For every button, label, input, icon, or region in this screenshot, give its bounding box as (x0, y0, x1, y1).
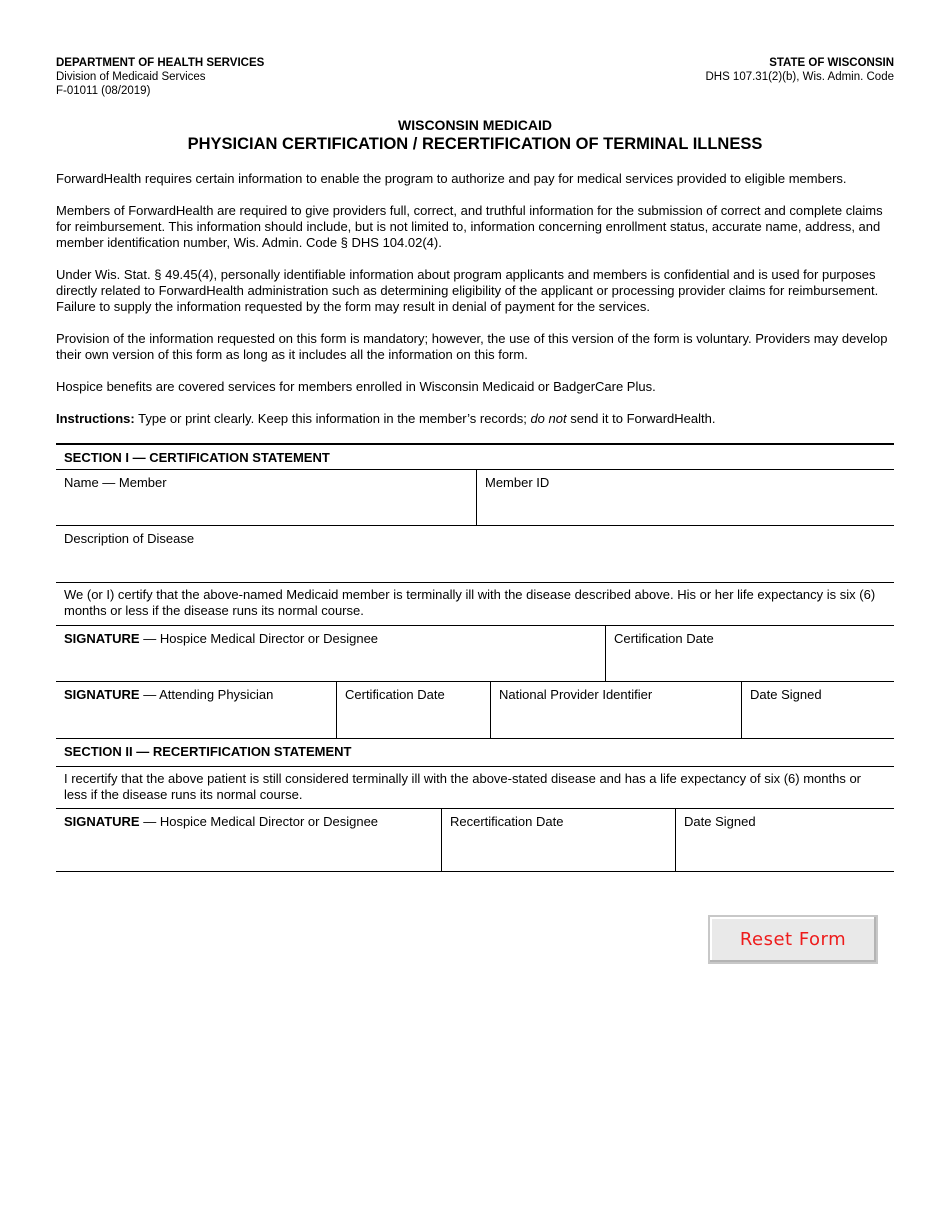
director-signature-row (56, 625, 894, 681)
date-signed-label: Date Signed (684, 814, 756, 829)
certification-date-label: Certification Date (614, 631, 714, 646)
recert-date-signed-field[interactable] (675, 809, 894, 871)
physician-certification-date-field[interactable] (336, 682, 490, 738)
intro-paragraph-5: Hospice benefits are covered services for members enrolled in Wisconsin Medicaid or BadgerCare Plus. (56, 379, 656, 394)
disease-row (56, 525, 894, 582)
recert-signature-row (56, 808, 894, 871)
section1-heading: SECTION I — CERTIFICATION STATEMENT (64, 450, 330, 465)
member-id-label: Member ID (485, 475, 550, 490)
form-page (56, 56, 894, 872)
certification-statement-row (56, 582, 894, 625)
department-name: DEPARTMENT OF HEALTH SERVICES (56, 57, 265, 69)
recertification-date-field[interactable] (441, 809, 675, 871)
member-name-label: Name — Member (64, 475, 167, 490)
recertification-statement-row (56, 766, 894, 808)
member-row (56, 469, 894, 525)
certification-statement: We (or I) certify that the above-named Medicaid member is terminally ill with the disease described above. His or her life expectancy is six (6) months or less if the disease runs its normal course. (64, 587, 876, 618)
member-id-field[interactable] (476, 470, 894, 525)
instructions-text-a: Type or print clearly. Keep this information in the member’s records; (134, 411, 531, 426)
instructions (56, 411, 894, 427)
intro-text (56, 171, 894, 427)
npi-label: National Provider Identifier (499, 687, 653, 702)
director-signature-field[interactable] (56, 626, 605, 681)
section2-header-row (56, 738, 894, 766)
instructions-label: Instructions: (56, 411, 135, 426)
section1-header-row (56, 445, 894, 469)
form-header (56, 56, 894, 98)
director-certification-date-field[interactable] (605, 626, 894, 681)
header-right (705, 56, 894, 98)
section2-heading: SECTION II — RECERTIFICATION STATEMENT (64, 744, 352, 759)
instructions-text-b: send it to ForwardHealth. (566, 411, 716, 426)
physician-signature-field[interactable] (56, 682, 336, 738)
npi-field[interactable] (490, 682, 741, 738)
instructions-emphasis: do not (530, 411, 567, 426)
reset-button-container (708, 915, 878, 964)
date-signed-label: Date Signed (750, 687, 822, 702)
program-name: WISCONSIN MEDICAID (398, 117, 552, 133)
disease-description-field[interactable] (56, 526, 894, 582)
signature-label: SIGNATURE (64, 814, 140, 829)
reset-form-button[interactable]: Reset Form (708, 915, 878, 964)
intro-paragraph-4: Provision of the information requested on this form is mandatory; however, the use of this version of the form is voluntary. Providers may develop their own version of this form as long as it includes all the information on this form. (56, 331, 888, 362)
signature-label: SIGNATURE (64, 631, 140, 646)
state-name: STATE OF WISCONSIN (769, 57, 894, 69)
intro-paragraph-3: Under Wis. Stat. § 49.45(4), personally identifiable information about program applicants and members is confidential and is used for purposes directly related to ForwardHealth administration such as determining eligibility of the applicant or processing provider claims for reimbursement. Failure to supply the information requested by the form may result in denial of payment for the services. (56, 267, 879, 314)
recertification-statement: I recertify that the above patient is still considered terminally ill with the above-stated disease and has a life expectancy of six (6) months or less if the disease runs its normal course. (64, 771, 862, 802)
form-number: F-01011 (08/2019) (56, 85, 151, 97)
director-signature-label: — Hospice Medical Director or Designee (139, 631, 379, 646)
admin-code: DHS 107.31(2)(b), Wis. Admin. Code (705, 71, 894, 83)
physician-date-signed-field[interactable] (741, 682, 894, 738)
certification-form (56, 443, 894, 872)
signature-label: SIGNATURE (64, 687, 140, 702)
certification-date-label: Certification Date (345, 687, 445, 702)
division-name: Division of Medicaid Services (56, 71, 206, 83)
form-title: PHYSICIAN CERTIFICATION / RECERTIFICATION OF TERMINAL ILLNESS (187, 135, 763, 153)
intro-paragraph-2: Members of ForwardHealth are required to give providers full, correct, and truthful information for the submission of correct and complete claims for reimbursement. This information should include, but is not limited to, information concerning enrollment status, accurate name, address, and member identification number, Wis. Admin. Code § DHS 104.02(4). (56, 203, 883, 250)
member-name-field[interactable] (56, 470, 476, 525)
recert-director-signature-label: — Hospice Medical Director or Designee (139, 814, 379, 829)
recert-director-signature-field[interactable] (56, 809, 441, 871)
header-left (56, 56, 264, 98)
title-block (56, 117, 894, 155)
intro-paragraph-1: ForwardHealth requires certain information to enable the program to authorize and pay for medical services provided to eligible members. (56, 171, 847, 186)
physician-signature-row (56, 681, 894, 738)
disease-description-label: Description of Disease (64, 531, 195, 546)
physician-signature-label: — Attending Physician (139, 687, 274, 702)
recertification-date-label: Recertification Date (450, 814, 564, 829)
